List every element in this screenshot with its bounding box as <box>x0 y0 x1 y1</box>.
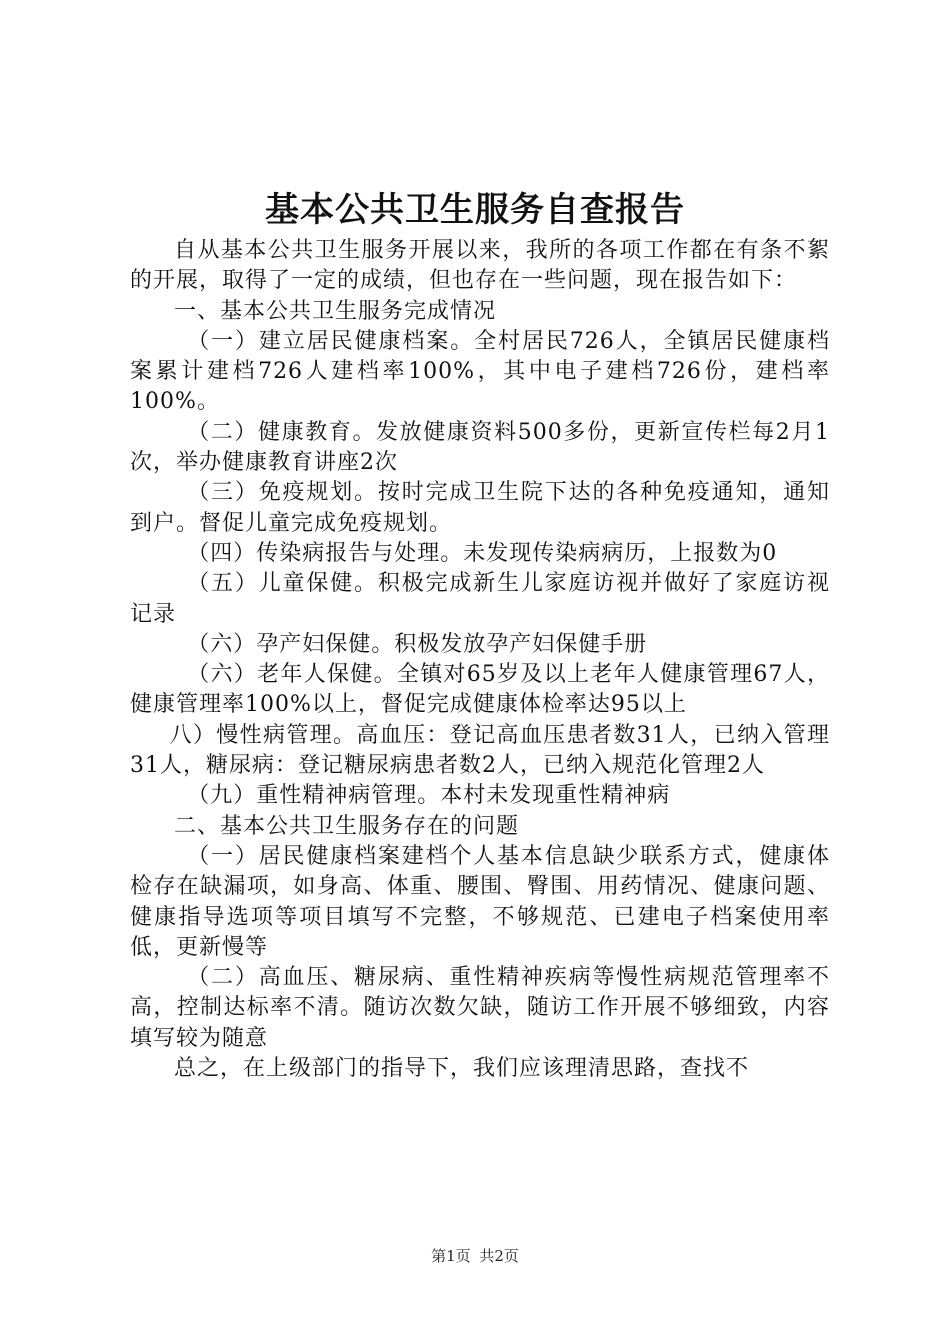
document-body <box>130 236 830 1084</box>
page-total: 共2页 <box>479 1247 519 1265</box>
paragraph-item: （六）孕产妇保健。积极发放孕产妇保健手册 <box>187 631 648 657</box>
paragraph-conclusion: 总之，在上级部门的指导下，我们应该理清思路，查找不 <box>174 1056 750 1082</box>
paragraph-item: （四）传染病报告与处理。未发现传染病病历，上报数为0 <box>187 540 778 566</box>
paragraph-item: （二）健康教育。发放健康资料500多份，更新宣传栏每2月1次，举办健康教育讲座2次 <box>130 419 830 476</box>
paragraph-item: （三）免疫规划。按时完成卫生院下达的各种免疫通知，通知到户。督促儿童完成免疫规划。 <box>130 480 830 536</box>
section-heading-2: 二、基本公共卫生服务存在的问题 <box>174 813 520 839</box>
paragraph-item: 八）慢性病管理。高血压：登记高血压患者数31人，已纳入管理31人，糖尿病：登记糖尿病患者数2人，已纳入规范化管理2人 <box>130 722 830 779</box>
page-number: 第1页 <box>431 1247 471 1265</box>
paragraph-intro: 自从基本公共卫生服务开展以来，我所的各项工作都在有条不絮的开展，取得了一定的成绩，但也存在一些问题，现在报告如下： <box>130 238 830 294</box>
paragraph-item: （五）儿童保健。积极完成新生儿家庭访视并做好了家庭访视记录 <box>130 571 830 627</box>
paragraph-item: （六）老年人保健。全镇对65岁及以上老年人健康管理67人，健康管理率100%以上，督促完成健康体检率达95以上 <box>130 662 830 718</box>
paragraph-item: （九）重性精神病管理。本村未发现重性精神病 <box>187 783 671 809</box>
section-heading-1: 一、基本公共卫生服务完成情况 <box>174 298 497 324</box>
page-footer <box>0 1245 950 1267</box>
paragraph-item: （一）建立居民健康档案。全村居民726人，全镇居民健康档案累计建档726人建档率100%，其中电子建档726份，建档率100%。 <box>130 328 830 415</box>
document-title: 基本公共卫生服务自查报告 <box>265 190 685 230</box>
paragraph-item: （一）居民健康档案建档个人基本信息缺少联系方式，健康体检存在缺漏项，如身高、体重、腰围、臀围、用药情况、健康问题、健康指导选项等项目填写不完整，不够规范、已建电子档案使用率低，更新慢等 <box>130 843 830 960</box>
paragraph-item: （二）高血压、糖尿病、重性精神疾病等慢性病规范管理率不高，控制达标率不清。随访次数欠缺，随访工作开展不够细致，内容填写较为随意 <box>130 965 830 1051</box>
